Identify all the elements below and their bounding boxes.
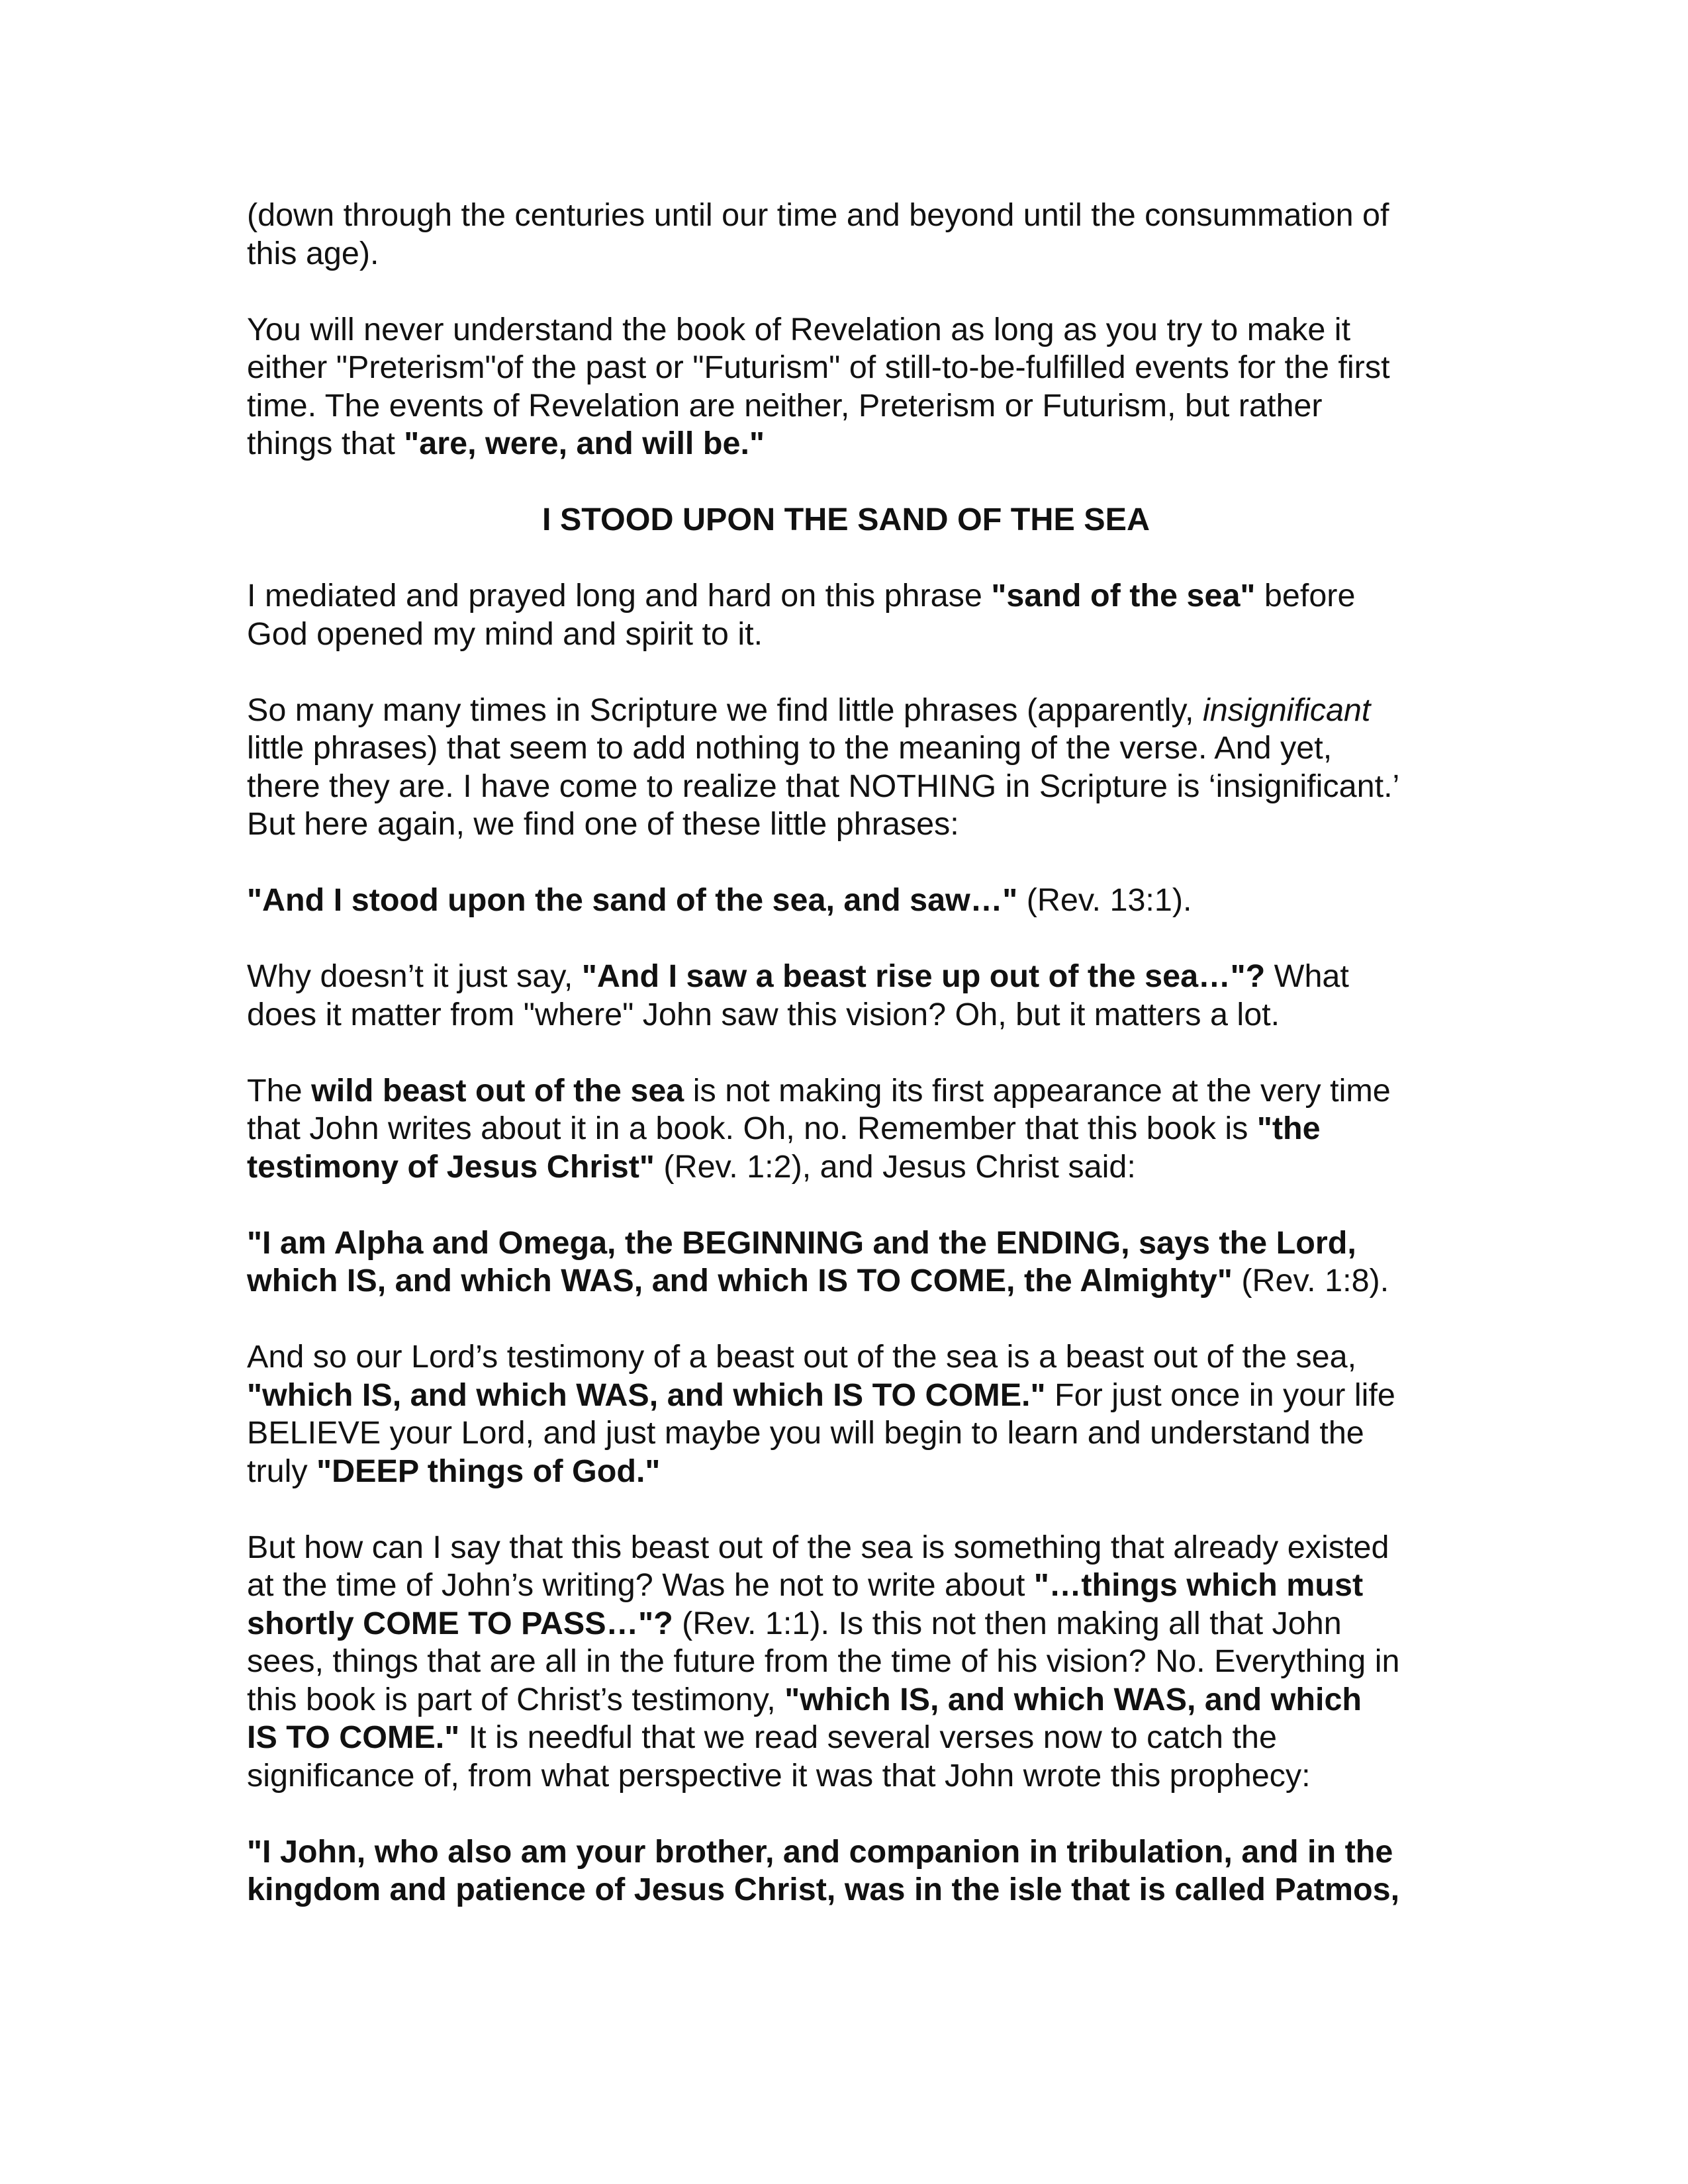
bold-quote: IS TO COME." [247,1719,460,1755]
text-line [247,882,1445,920]
scripture-reference: (Rev. 13:1). [1017,882,1192,918]
bold-quote: "which IS, and which WAS, and which [784,1681,1362,1717]
text-run: things that [247,426,404,461]
text-line [247,958,1445,996]
text-run: I mediated and prayed long and hard on this phrase [247,578,992,614]
text-run: What [1265,958,1349,994]
text-line [247,1072,1445,1111]
bold-quote: "And I stood upon the sand of the sea, and saw…" [247,882,1018,918]
text-line: does it matter from "where" John saw this vision? Oh, but it matters a lot. [247,996,1280,1032]
bold-quote: "DEEP things of God." [316,1453,661,1489]
text-line [247,577,1445,615]
text-line [247,1262,1445,1300]
text-run: this book is part of Christ’s testimony, [247,1681,785,1717]
italic-word: insignificant [1202,692,1371,728]
bold-phrase: "are, were, and will be." [404,426,765,461]
bold-quote: "And I saw a beast rise up out of the sea…"? [581,958,1266,994]
paragraph-preterism-futurism [247,311,1445,463]
text-line [247,1377,1445,1415]
text-line [247,692,1445,730]
text-run: (Rev. 1:1). Is this not then making all that John [673,1605,1342,1641]
text-line: little phrases) that seem to add nothing to the meaning of the verse. And yet, [247,730,1333,766]
bold-quote: "I am Alpha and Omega, the BEGINNING and the ENDING, says the Lord, [247,1224,1356,1261]
text-line: But how can I say that this beast out of the sea is something that already existed [247,1529,1389,1565]
paragraph-lords-testimony [247,1338,1445,1490]
text-line [247,1148,1445,1187]
bold-quote: "…things which must [1033,1567,1364,1603]
scripture-reference: (Rev. 1:8). [1232,1263,1389,1298]
quote-rev-1-9 [247,1833,1445,1909]
text-line [247,1681,1445,1719]
text-line [247,1605,1445,1643]
quote-rev-13-1 [247,882,1445,920]
paragraph-wild-beast [247,1072,1445,1187]
text-line: BELIEVE your Lord, and just maybe you will begin to learn and understand the [247,1415,1364,1451]
text-run: before [1255,578,1356,614]
quote-rev-1-8 [247,1224,1445,1300]
paragraph-why-doesnt [247,958,1445,1034]
text-line: either "Preterism"of the past or "Futurism" of still-to-be-fulfilled events for the first [247,349,1390,385]
paragraph-sand-of-sea [247,577,1445,653]
bold-quote: which IS, and which WAS, and which IS TO COME, the Almighty" [247,1263,1233,1298]
section-heading: I STOOD UPON THE SAND OF THE SEA [542,502,1150,537]
text-line [247,1110,1445,1148]
text-run: truly [247,1453,317,1489]
bold-phrase: testimony of Jesus Christ" [247,1148,655,1185]
text-run: that John writes about it in a book. Oh, no. Remember that this book is [247,1111,1257,1146]
text-line: You will never understand the book of Revelation as long as you try to make it [247,311,1351,347]
text-run: The [247,1072,312,1109]
paragraph-little-phrases [247,692,1445,844]
text-run: Why doesn’t it just say, [247,958,582,994]
text-line: this age). [247,235,379,271]
bold-phrase: "the [1256,1111,1321,1146]
bold-phrase: wild beast out of the sea [311,1072,684,1109]
text-line [247,425,1445,463]
text-line [247,1453,1445,1491]
text-run: at the time of John’s writing? Was he not to write about [247,1567,1034,1603]
text-line: time. The events of Revelation are neither, Preterism or Futurism, but rather [247,387,1323,424]
text-run: For just once in your life [1045,1377,1395,1413]
paragraph-already-existed [247,1529,1445,1796]
text-line: there they are. I have come to realize that NOTHING in Scripture is ‘insignificant.’ [247,768,1400,804]
bold-quote: "I John, who also am your brother, and companion in tribulation, and in the [247,1833,1393,1870]
body-text [247,197,1445,1947]
text-line: (down through the centuries until our time and beyond until the consummation of [247,197,1389,233]
text-line: And so our Lord’s testimony of a beast out of the sea is a beast out of the sea, [247,1339,1357,1375]
bold-quote: "which IS, and which WAS, and which IS TO COME." [247,1377,1046,1413]
text-line: sees, things that are all in the future from the time of his vision? No. Everything in [247,1643,1400,1679]
text-line: significance of, from what perspective it was that John wrote this prophecy: [247,1757,1311,1794]
text-run: It is needful that we read several verses now to catch the [459,1719,1277,1755]
text-line [247,1567,1445,1605]
text-line [247,1719,1445,1757]
text-line: But here again, we find one of these little phrases: [247,806,959,842]
paragraph-continuation [247,197,1445,273]
bold-quote: kingdom and patience of Jesus Christ, was in the isle that is called Patmos, [247,1872,1400,1907]
text-run: is not making its first appearance at the very time [684,1072,1391,1109]
text-run: So many many times in Scripture we find little phrases (apparently, [247,692,1203,728]
bold-phrase: "sand of the sea" [991,578,1256,614]
text-run: (Rev. 1:2), and Jesus Christ said: [654,1148,1136,1185]
text-line: God opened my mind and spirit to it. [247,615,763,652]
bold-quote: shortly COME TO PASS…"? [247,1605,673,1641]
